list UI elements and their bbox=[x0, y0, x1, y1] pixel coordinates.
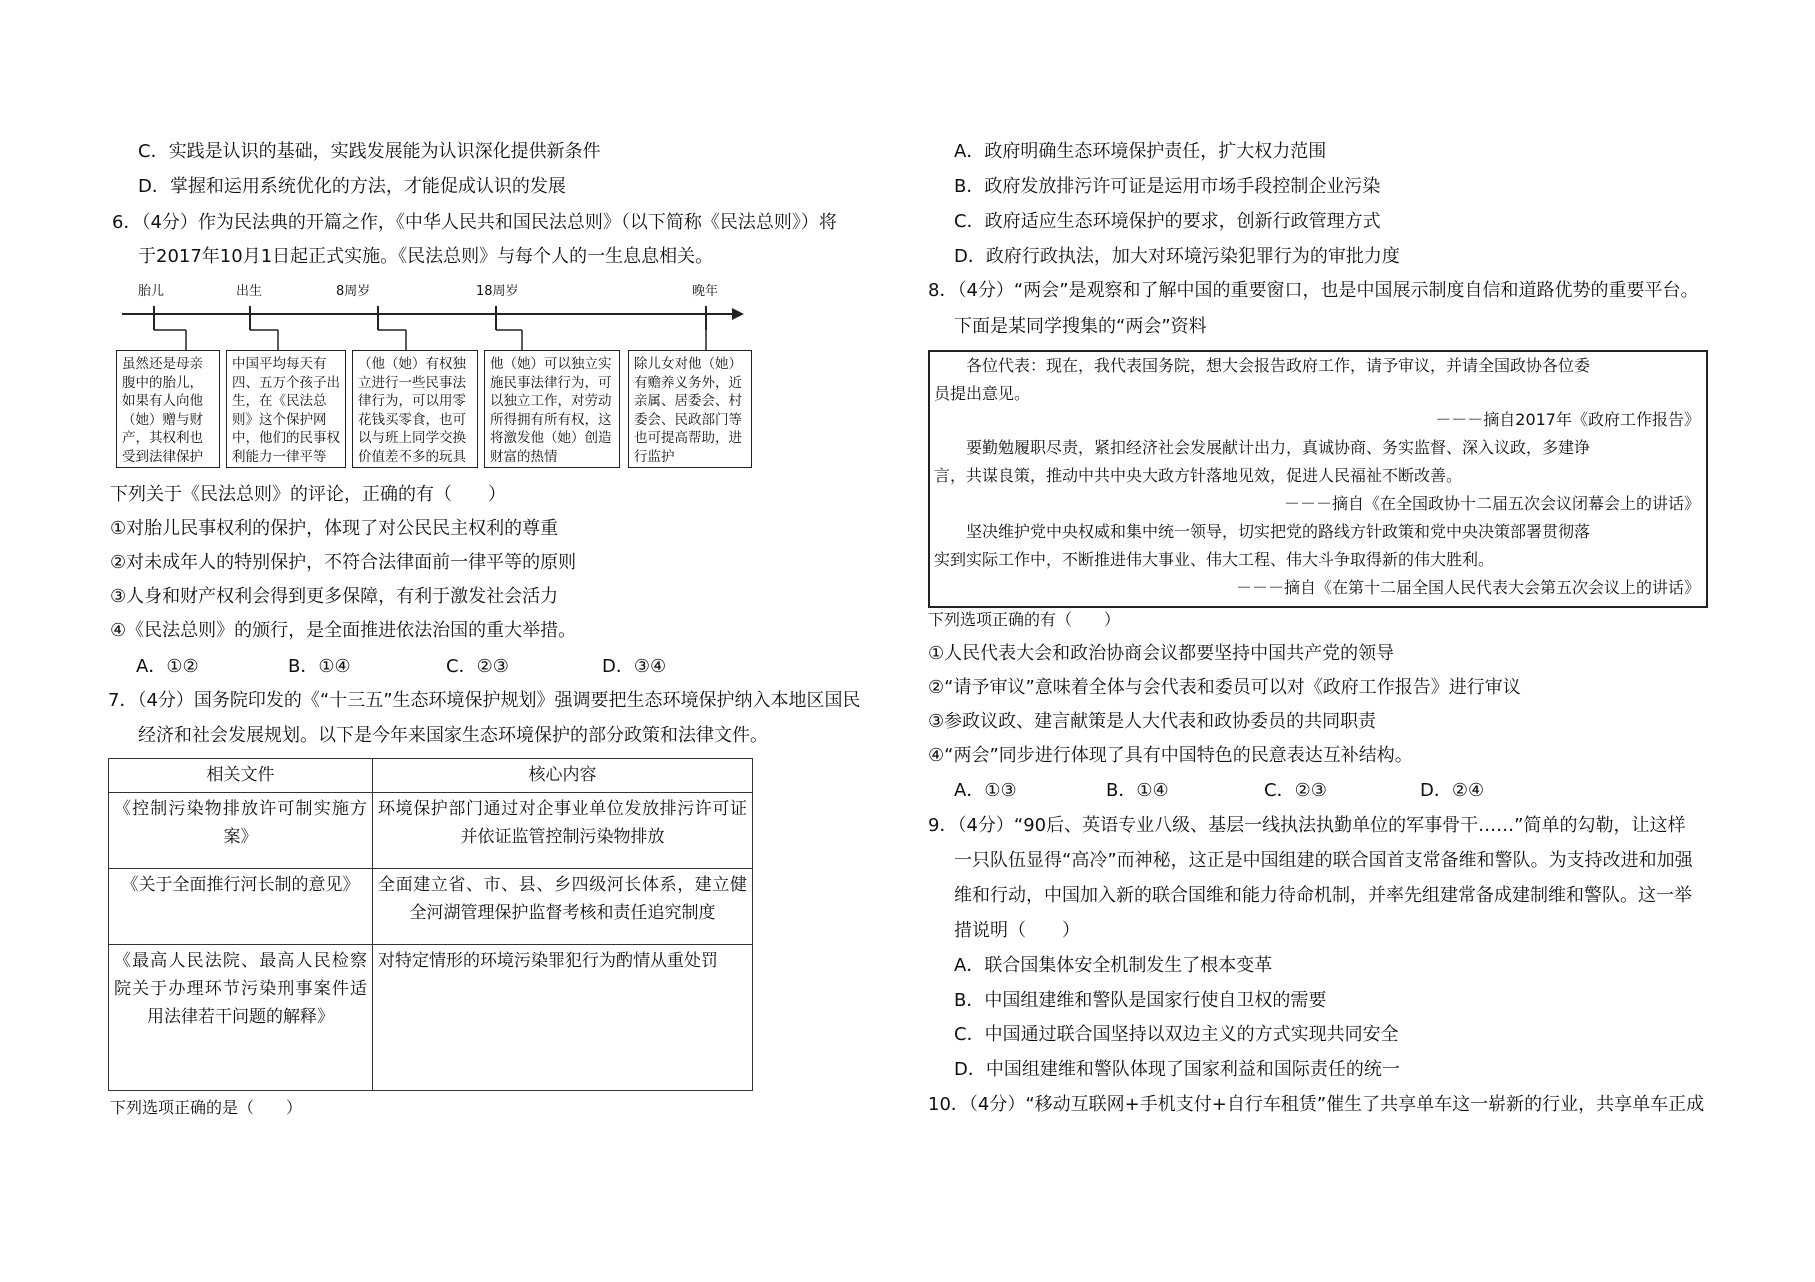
q10-stem-line1: 10．（4分）“移动互联网+手机支付+自行车租赁”催生了共享单车这一崭新的行业，共享单车正成 bbox=[928, 1094, 1705, 1115]
q8-item-1: ①人民代表大会和政治协商会议都要坚持中国共产党的领导 bbox=[928, 643, 1395, 664]
q9-option-c: C．中国通过联合国坚持以双边主义的方式实现共同安全 bbox=[954, 1024, 1399, 1045]
table-header: 核心内容 bbox=[373, 759, 753, 793]
q7-option-a: A．政府明确生态环境保护责任，扩大权力范围 bbox=[954, 141, 1327, 162]
timeline-box-birth: 中国平均每天有四、五万个孩子出生，在《民法总则》这个保护网中，他们的民事权利能力一律平等 bbox=[226, 350, 346, 468]
timeline-box-old-age: 除儿女对他（她）有赡养义务外，近亲属、居委会、村委会、民政部门等也可提高帮助，进行监护 bbox=[628, 350, 752, 468]
q8-option-d: D．②④ bbox=[1420, 780, 1485, 801]
q8-stem-line1: 8．（4分）“两会”是观察和了解中国的重要窗口，也是中国展示制度自信和道路优势的重要平台。 bbox=[928, 280, 1699, 301]
q8-question: 下列选项正确的有（ ） bbox=[928, 610, 1121, 629]
q8-option-b: B．①④ bbox=[1106, 780, 1169, 801]
table-row bbox=[109, 945, 753, 1091]
q7-option-c: C．政府适应生态环境保护的要求，创新行政管理方式 bbox=[954, 211, 1381, 232]
q9-stem-line1: 9．（4分）“90后、英语专业八级、基层一线执法执勤单位的军事骨干……”简单的勾勒，让这样 bbox=[928, 815, 1686, 836]
table-cell: 《控制污染物排放许可制实施方案》 bbox=[109, 793, 373, 869]
q6-option-c: C．②③ bbox=[446, 656, 509, 677]
q6-option-b: B．①④ bbox=[288, 656, 351, 677]
timeline-box-8: （他（她）有权独立进行一些民事法律行为，可以用零花钱买零食，也可以与班上同学交换价值差不多的玩具 bbox=[352, 350, 478, 468]
q8-option-a: A．①③ bbox=[954, 780, 1017, 801]
q8-item-2: ②“请予审议”意味着全体与会代表和委员可以对《政府工作报告》进行审议 bbox=[928, 677, 1521, 698]
q9-option-b: B．中国组建维和警队是国家行使自卫权的需要 bbox=[954, 990, 1327, 1011]
q6-item-2: ②对未成年人的特别保护，不符合法律面前一律平等的原则 bbox=[110, 552, 577, 573]
quote-p2-line1: 要勤勉履职尽责，紧扣经济社会发展献计出力，真诚协商、务实监督、深入议政，多建诤 bbox=[966, 438, 1591, 457]
quote-source-1: －－－摘自2017年《政府工作报告》 bbox=[1435, 410, 1700, 429]
quote-source-2: －－－摘自《在全国政协十二届五次会议闭幕会上的讲话》 bbox=[1283, 494, 1700, 513]
q7-stem-line1: 7．（4分）国务院印发的《“十三五”生态环境保护规划》强调要把生态环境保护纳入本地区国民 bbox=[108, 690, 861, 711]
q6-option-a: A．①② bbox=[136, 656, 199, 677]
quote-p1-line2: 员提出意见。 bbox=[934, 384, 1031, 403]
q9-option-a: A．联合国集体安全机制发生了根本变革 bbox=[954, 955, 1273, 976]
q5-option-d: D．掌握和运用系统优化的方法，才能促成认识的发展 bbox=[138, 176, 566, 197]
q6-item-3: ③人身和财产权利会得到更多保障，有利于激发社会活力 bbox=[110, 586, 559, 607]
timeline-label-18: 18周岁 bbox=[476, 284, 519, 299]
q9-option-d: D．中国组建维和警队体现了国家利益和国际责任的统一 bbox=[954, 1059, 1400, 1080]
timeline-label-fetus: 胎儿 bbox=[138, 284, 165, 299]
q6-question: 下列关于《民法总则》的评论，正确的有（ ） bbox=[110, 484, 506, 505]
q5-option-c: C．实践是认识的基础，实践发展能为认识深化提供新条件 bbox=[138, 141, 601, 162]
quote-source-3: －－－摘自《在第十二届全国人民代表大会第五次会议上的讲话》 bbox=[1235, 578, 1700, 597]
q8-item-4: ④“两会”同步进行体现了具有中国特色的民意表达互补结构。 bbox=[928, 745, 1413, 766]
timeline-label-8: 8周岁 bbox=[336, 284, 371, 299]
q6-item-1: ①对胎儿民事权利的保护，体现了对公民民主权利的尊重 bbox=[110, 518, 559, 539]
table-header: 相关文件 bbox=[109, 759, 373, 793]
q7-option-b: B．政府发放排污许可证是运用市场手段控制企业污染 bbox=[954, 176, 1381, 197]
q8-stem-line2: 下面是某同学搜集的“两会”资料 bbox=[954, 316, 1207, 337]
table-cell: 《最高人民法院、最高人民检察院关于办理环节污染刑事案件适用法律若干问题的解释》 bbox=[109, 945, 373, 1091]
q6-option-d: D．③④ bbox=[602, 656, 667, 677]
q8-option-c: C．②③ bbox=[1264, 780, 1327, 801]
timeline-label-old-age: 晚年 bbox=[692, 284, 719, 299]
table-cell: 环境保护部门通过对企事业单位发放排污许可证并依证监管控制污染物排放 bbox=[373, 793, 753, 869]
q6-stem-line2: 于2017年10月1日起正式实施。《民法总则》与每个人的一生息息相关。 bbox=[138, 246, 714, 267]
quote-p3-line2: 实到实际工作中，不断推进伟大事业、伟大工程、伟大斗争取得新的伟大胜利。 bbox=[934, 550, 1495, 569]
table-row bbox=[109, 793, 753, 869]
table-row bbox=[109, 869, 753, 945]
quote-box bbox=[928, 350, 1708, 608]
q7-question: 下列选项正确的是（ ） bbox=[110, 1098, 303, 1117]
quote-p1-line1: 各位代表：现在，我代表国务院，想大会报告政府工作，请予审议，并请全国政协各位委 bbox=[966, 356, 1591, 375]
policy-table bbox=[108, 758, 753, 1091]
table-cell: 全面建立省、市、县、乡四级河长体系，建立健全河湖管理保护监督考核和责任追究制度 bbox=[373, 869, 753, 945]
table-cell: 《关于全面推行河长制的意见》 bbox=[109, 869, 373, 945]
q6-stem-line1: 6．（4分）作为民法典的开篇之作，《中华人民共和国民法总则》（以下简称《民法总则》）将 bbox=[112, 212, 837, 233]
q7-option-d: D．政府行政执法，加大对环境污染犯罪行为的审批力度 bbox=[954, 246, 1400, 267]
timeline-box-18: 他（她）可以独立实施民事法律行为，可以独立工作，对劳动所得拥有所有权，这将激发他（她）创造财富的热情 bbox=[484, 350, 620, 468]
q6-item-4: ④《民法总则》的颁行，是全面推进依法治国的重大举措。 bbox=[110, 620, 577, 641]
quote-p2-line2: 言，共谋良策，推动中共中央大政方针落地见效，促进人民福祉不断改善。 bbox=[934, 466, 1463, 485]
table-cell: 对特定情形的环境污染罪犯行为酌情从重处罚 bbox=[373, 945, 753, 1091]
q9-stem-line2: 一只队伍显得“高冷”而神秘，这正是中国组建的联合国首支常备维和警队。为支持改进和加强 bbox=[954, 850, 1693, 871]
q8-item-3: ③参政议政、建言献策是人大代表和政协委员的共同职责 bbox=[928, 711, 1377, 732]
q7-stem-line2: 经济和社会发展规划。以下是今年来国家生态环境保护的部分政策和法律文件。 bbox=[138, 725, 768, 746]
quote-p3-line1: 坚决维护党中央权威和集中统一领导，切实把党的路线方针政策和党中央决策部署贯彻落 bbox=[966, 522, 1591, 541]
timeline-label-birth: 出生 bbox=[236, 284, 263, 299]
timeline-box-fetus: 虽然还是母亲腹中的胎儿，如果有人向他（她）赠与财产，其权利也受到法律保护 bbox=[116, 350, 220, 468]
q9-stem-line4: 措说明（ ） bbox=[954, 920, 1080, 941]
q9-stem-line3: 维和行动，中国加入新的联合国维和能力待命机制，并率先组建常备成建制维和警队。这一举 bbox=[954, 885, 1692, 906]
